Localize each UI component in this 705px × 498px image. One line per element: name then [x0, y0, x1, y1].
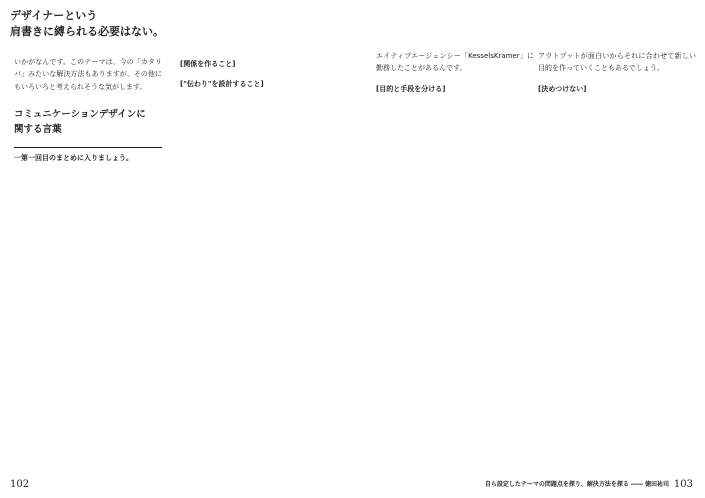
col4-para-1: アウトプットが面白いからそれに合わせて新しい目的を作っていくこともあるでしょう。 [538, 52, 696, 73]
section-title-line-2: 関する言葉 [14, 123, 62, 135]
col3-para-1: エイティブエージェンシー「KesselsKramer」に勤務したことがあるんです。 [376, 52, 534, 73]
spread-title [10, 8, 340, 40]
col1-para-1: いかがなんです。このテーマは、今の「カタリバ」みたいな解決方法もありますが、その他にもいろいろと考えられそうな気がします。 [14, 58, 162, 91]
page-number-right: 103 [673, 479, 693, 490]
section-title [14, 107, 162, 137]
column-1 [14, 56, 162, 168]
column-3 [376, 50, 534, 99]
column-2 [180, 50, 336, 95]
section-title-line-1: コミュニケーションデザインに [14, 108, 146, 120]
page-number-left: 102 [10, 479, 30, 490]
col4-heading-1: [決めつけない] [538, 84, 587, 93]
col3-heading-1: [目的と手段を分ける] [376, 84, 446, 93]
title-line-1: デザイナーという [10, 9, 98, 22]
col1-lead: 一第一回目のまとめに入りましょう。 [14, 153, 133, 162]
col2-heading-1: [関係を作ること] [180, 60, 236, 68]
column-4 [538, 50, 696, 99]
running-head: 自ら設定したテーマの問題点を探り、解決方法を探る ―― 徳田祐司 [484, 481, 669, 488]
col2-heading-2: ["伝わり"を設計すること] [180, 80, 264, 89]
title-line-2: 肩書きに縛られる必要はない。 [10, 25, 164, 38]
section-rule [14, 147, 162, 148]
